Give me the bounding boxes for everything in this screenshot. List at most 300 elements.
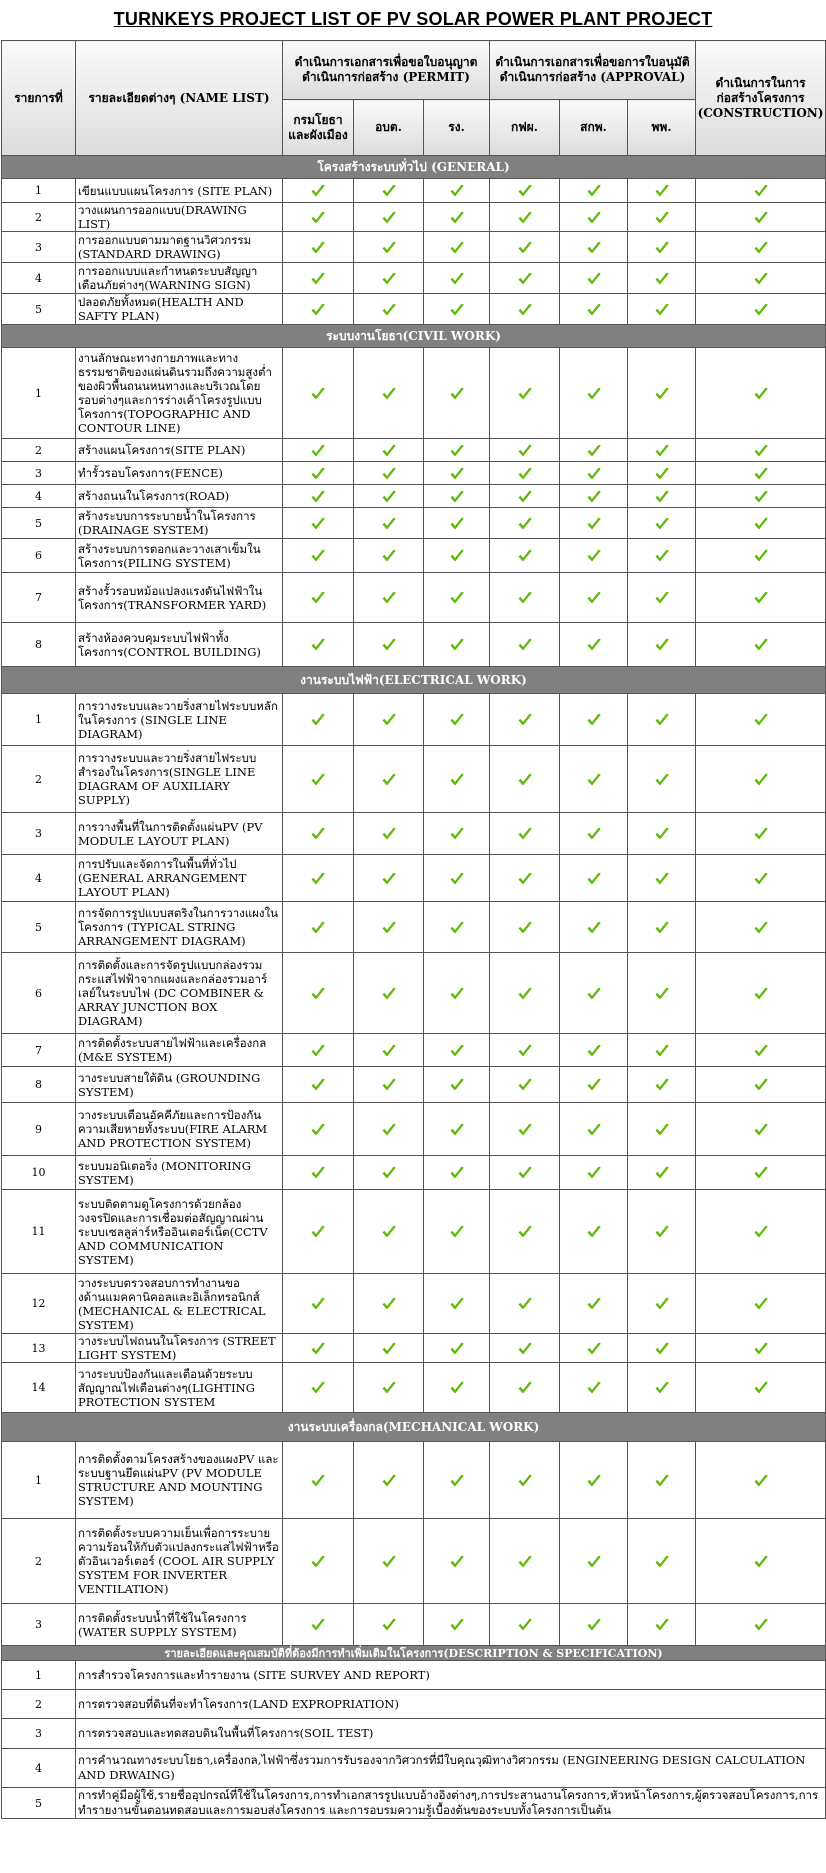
green-checkmark-icon <box>449 443 465 457</box>
check-cell <box>490 462 560 485</box>
table-row <box>2 263 826 294</box>
item-name: ปลอดภัยทั้งหมด(HEALTH AND SAFTY PLAN) <box>76 294 283 325</box>
check-cell <box>628 508 696 539</box>
check-cell <box>490 573 560 623</box>
green-checkmark-icon <box>449 302 465 316</box>
green-checkmark-icon <box>753 590 769 604</box>
check-cell <box>696 1067 826 1103</box>
green-checkmark-icon <box>381 1077 397 1091</box>
check-cell <box>354 1103 424 1156</box>
item-number: 2 <box>2 1519 76 1604</box>
header-name-list: รายละเอียดต่างๆ (NAME LIST) <box>76 41 283 156</box>
check-cell <box>283 539 354 573</box>
green-checkmark-icon <box>517 871 533 885</box>
check-cell <box>628 855 696 902</box>
green-checkmark-icon <box>310 516 326 530</box>
check-cell <box>283 746 354 813</box>
check-cell <box>424 1363 490 1413</box>
green-checkmark-icon <box>449 1617 465 1631</box>
item-number: 6 <box>2 539 76 573</box>
header-approval-col: สกพ. <box>560 100 628 156</box>
item-name: วางระบบตรวจสอบการทำงานของด้านแมคคานิคอลและอิเล็กทรอนิกส์ (MECHANICAL & ELECTRICAL SYSTEM) <box>76 1274 283 1334</box>
check-cell <box>560 623 628 667</box>
description-text: การทำคู่มือผู้ใช้,รายชื่ออุปกรณ์ที่ใช้ในโครงการ,การทำเอกสารรูปแบบอ้างอิงต่างๆ,การประสานงานโครงการ,หัวหน้าโครงการ,ผู้ตรวจสอบโครงการ,การทำรายงานขั้นตอนทดสอบและการมอบส่งโครงการ และการอบรมความรู้เบื้องต้นของระบบทั้งโครงการเป็นต้น <box>76 1788 826 1819</box>
check-cell <box>696 203 826 232</box>
green-checkmark-icon <box>449 548 465 562</box>
check-cell <box>424 485 490 508</box>
green-checkmark-icon <box>449 590 465 604</box>
description-row <box>2 1661 826 1690</box>
check-cell <box>354 179 424 203</box>
item-number: 4 <box>2 485 76 508</box>
check-cell <box>696 1442 826 1519</box>
green-checkmark-icon <box>517 1122 533 1136</box>
green-checkmark-icon <box>517 1077 533 1091</box>
section-band <box>2 325 826 348</box>
green-checkmark-icon <box>381 590 397 604</box>
check-cell <box>560 694 628 746</box>
green-checkmark-icon <box>310 986 326 1000</box>
green-checkmark-icon <box>381 548 397 562</box>
check-cell <box>696 1604 826 1646</box>
green-checkmark-icon <box>753 548 769 562</box>
green-checkmark-icon <box>310 1077 326 1091</box>
green-checkmark-icon <box>753 712 769 726</box>
item-name: เขียนแบบแผนโครงการ (SITE PLAN) <box>76 179 283 203</box>
green-checkmark-icon <box>310 489 326 503</box>
green-checkmark-icon <box>753 183 769 197</box>
item-number: 9 <box>2 1103 76 1156</box>
green-checkmark-icon <box>753 1224 769 1238</box>
check-cell <box>560 1274 628 1334</box>
green-checkmark-icon <box>517 302 533 316</box>
green-checkmark-icon <box>586 871 602 885</box>
green-checkmark-icon <box>753 1554 769 1568</box>
green-checkmark-icon <box>310 1165 326 1179</box>
header-permit-group: ดำเนินการเอกสารเพื่อขอใบอนุญาตดำเนินการก่อสร้าง (PERMIT) <box>283 41 490 100</box>
green-checkmark-icon <box>381 386 397 400</box>
green-checkmark-icon <box>517 1473 533 1487</box>
check-cell <box>424 694 490 746</box>
check-cell <box>628 573 696 623</box>
green-checkmark-icon <box>654 920 670 934</box>
check-cell <box>424 902 490 953</box>
check-cell <box>696 813 826 855</box>
green-checkmark-icon <box>517 712 533 726</box>
check-cell <box>560 439 628 462</box>
green-checkmark-icon <box>381 986 397 1000</box>
item-name: ระบบติดตามดูโครงการด้วยกล้องวงจรปิดและการเชื่อมต่อสัญญาณผ่านระบบเซลลูล่าร์หรืออินเตอร์เน็ต(CCTV AND COMMUNICATION SYSTEM) <box>76 1190 283 1274</box>
green-checkmark-icon <box>586 302 602 316</box>
check-cell <box>354 902 424 953</box>
check-cell <box>560 462 628 485</box>
green-checkmark-icon <box>310 590 326 604</box>
item-name: การติดตั้งระบบสายไฟฟ้าและเครื่องกล (M&E SYSTEM) <box>76 1034 283 1067</box>
check-cell <box>424 573 490 623</box>
green-checkmark-icon <box>449 1224 465 1238</box>
item-name: การติดตั้งระบบความเย็นเพื่อการระบายความร้อนให้กับตัวแปลงกระแสไฟฟ้าหรือตัวอินเวอร์เตอร์ (COOL AIR SUPPLY SYSTEM FOR INVERTER VENTILATION) <box>76 1519 283 1604</box>
green-checkmark-icon <box>517 637 533 651</box>
header-approval-group: ดำเนินการเอกสารเพื่อขอการใบอนุมัติดำเนินการก่อสร้าง (APPROVAL) <box>490 41 696 100</box>
green-checkmark-icon <box>517 826 533 840</box>
item-number: 10 <box>2 1156 76 1190</box>
section-title: ระบบงานโยธา(CIVIL WORK) <box>2 325 826 348</box>
green-checkmark-icon <box>310 1341 326 1355</box>
check-cell <box>424 462 490 485</box>
green-checkmark-icon <box>381 183 397 197</box>
green-checkmark-icon <box>654 183 670 197</box>
check-cell <box>354 508 424 539</box>
green-checkmark-icon <box>586 386 602 400</box>
green-checkmark-icon <box>381 1224 397 1238</box>
header-permit-col: รง. <box>424 100 490 156</box>
check-cell <box>696 1334 826 1363</box>
check-cell <box>283 1604 354 1646</box>
check-cell <box>560 573 628 623</box>
item-number: 7 <box>2 573 76 623</box>
green-checkmark-icon <box>381 712 397 726</box>
description-number: 3 <box>2 1719 76 1749</box>
check-cell <box>424 623 490 667</box>
check-cell <box>696 1274 826 1334</box>
section-title: งานระบบไฟฟ้า(ELECTRICAL WORK) <box>2 667 826 694</box>
check-cell <box>628 1103 696 1156</box>
green-checkmark-icon <box>586 183 602 197</box>
green-checkmark-icon <box>449 271 465 285</box>
table-row <box>2 539 826 573</box>
green-checkmark-icon <box>517 240 533 254</box>
green-checkmark-icon <box>753 210 769 224</box>
item-name: การติดตั้งตามโครงสร้างของแผงPV และระบบฐานยึดแผ่นPV (PV MODULE STRUCTURE AND MOUNTING SYSTEM) <box>76 1442 283 1519</box>
green-checkmark-icon <box>310 240 326 254</box>
green-checkmark-icon <box>310 271 326 285</box>
green-checkmark-icon <box>753 240 769 254</box>
description-number: 5 <box>2 1788 76 1819</box>
green-checkmark-icon <box>586 1380 602 1394</box>
table-row <box>2 1103 826 1156</box>
green-checkmark-icon <box>381 1554 397 1568</box>
check-cell <box>354 746 424 813</box>
item-name: สร้างถนนในโครงการ(ROAD) <box>76 485 283 508</box>
green-checkmark-icon <box>381 489 397 503</box>
check-cell <box>560 485 628 508</box>
check-cell <box>424 855 490 902</box>
green-checkmark-icon <box>586 443 602 457</box>
green-checkmark-icon <box>310 1617 326 1631</box>
green-checkmark-icon <box>517 1617 533 1631</box>
table-row <box>2 813 826 855</box>
check-cell <box>354 694 424 746</box>
green-checkmark-icon <box>517 1341 533 1355</box>
check-cell <box>560 1156 628 1190</box>
check-cell <box>628 439 696 462</box>
table-row <box>2 232 826 263</box>
check-cell <box>424 1103 490 1156</box>
check-cell <box>283 623 354 667</box>
check-cell <box>424 294 490 325</box>
green-checkmark-icon <box>753 386 769 400</box>
check-cell <box>283 902 354 953</box>
green-checkmark-icon <box>753 772 769 786</box>
check-cell <box>696 1519 826 1604</box>
green-checkmark-icon <box>586 1296 602 1310</box>
item-number: 6 <box>2 953 76 1034</box>
check-cell <box>560 855 628 902</box>
check-cell <box>560 902 628 953</box>
check-cell <box>490 439 560 462</box>
item-number: 3 <box>2 232 76 263</box>
check-cell <box>628 902 696 953</box>
green-checkmark-icon <box>586 920 602 934</box>
green-checkmark-icon <box>449 183 465 197</box>
check-cell <box>490 1442 560 1519</box>
green-checkmark-icon <box>449 637 465 651</box>
check-cell <box>490 539 560 573</box>
green-checkmark-icon <box>753 1077 769 1091</box>
green-checkmark-icon <box>449 920 465 934</box>
check-cell <box>283 813 354 855</box>
item-number: 3 <box>2 813 76 855</box>
green-checkmark-icon <box>381 920 397 934</box>
green-checkmark-icon <box>310 920 326 934</box>
check-cell <box>354 813 424 855</box>
green-checkmark-icon <box>586 1341 602 1355</box>
item-name: สร้างห้องควบคุมระบบไฟฟ้าทั้งโครงการ(CONTROL BUILDING) <box>76 623 283 667</box>
green-checkmark-icon <box>310 871 326 885</box>
check-cell <box>354 855 424 902</box>
check-cell <box>628 179 696 203</box>
table-row <box>2 1274 826 1334</box>
description-text: การตรวจสอบและทดสอบดินในพื้นที่โครงการ(SOIL TEST) <box>76 1719 826 1749</box>
item-number: 12 <box>2 1274 76 1334</box>
item-number: 4 <box>2 263 76 294</box>
green-checkmark-icon <box>310 1554 326 1568</box>
table-row <box>2 902 826 953</box>
green-checkmark-icon <box>517 489 533 503</box>
check-cell <box>424 539 490 573</box>
green-checkmark-icon <box>310 1043 326 1057</box>
green-checkmark-icon <box>586 1165 602 1179</box>
green-checkmark-icon <box>381 210 397 224</box>
table-row <box>2 348 826 439</box>
green-checkmark-icon <box>753 826 769 840</box>
green-checkmark-icon <box>753 1043 769 1057</box>
check-cell <box>490 294 560 325</box>
check-cell <box>628 485 696 508</box>
check-cell <box>424 1190 490 1274</box>
green-checkmark-icon <box>654 548 670 562</box>
check-cell <box>354 294 424 325</box>
check-cell <box>696 1034 826 1067</box>
green-checkmark-icon <box>753 466 769 480</box>
check-cell <box>283 232 354 263</box>
check-cell <box>490 694 560 746</box>
green-checkmark-icon <box>586 986 602 1000</box>
check-cell <box>354 485 424 508</box>
green-checkmark-icon <box>310 443 326 457</box>
check-cell <box>490 179 560 203</box>
check-cell <box>424 1156 490 1190</box>
check-cell <box>696 539 826 573</box>
green-checkmark-icon <box>310 548 326 562</box>
table-row <box>2 1067 826 1103</box>
table-row <box>2 1034 826 1067</box>
green-checkmark-icon <box>517 183 533 197</box>
item-name: วางระบบป้องกันและเตือนด้วยระบบสัญญาณไฟเตือนต่างๆ(LIGHTING PROTECTION SYSTEM <box>76 1363 283 1413</box>
header-construction: ดำเนินการในการก่อสร้างโครงการ (CONSTRUCTION) <box>696 41 826 156</box>
green-checkmark-icon <box>586 1617 602 1631</box>
check-cell <box>628 1067 696 1103</box>
green-checkmark-icon <box>381 1617 397 1631</box>
item-number: 2 <box>2 439 76 462</box>
green-checkmark-icon <box>449 1554 465 1568</box>
check-cell <box>560 1103 628 1156</box>
check-cell <box>283 953 354 1034</box>
section-title: งานระบบเครื่องกล(MECHANICAL WORK) <box>2 1413 826 1442</box>
green-checkmark-icon <box>654 1341 670 1355</box>
check-cell <box>354 623 424 667</box>
check-cell <box>424 1604 490 1646</box>
description-row <box>2 1719 826 1749</box>
check-cell <box>354 1519 424 1604</box>
check-cell <box>490 1519 560 1604</box>
check-cell <box>490 1190 560 1274</box>
item-name: การวางระบบและวายริ่งสายไฟระบบสำรองในโครงการ(SINGLE LINE DIAGRAM OF AUXILIARY SUPPLY) <box>76 746 283 813</box>
check-cell <box>354 1442 424 1519</box>
check-cell <box>354 348 424 439</box>
check-cell <box>628 1274 696 1334</box>
green-checkmark-icon <box>753 986 769 1000</box>
green-checkmark-icon <box>517 920 533 934</box>
green-checkmark-icon <box>654 1043 670 1057</box>
table-row <box>2 573 826 623</box>
check-cell <box>696 902 826 953</box>
green-checkmark-icon <box>449 871 465 885</box>
check-cell <box>628 1519 696 1604</box>
check-cell <box>424 953 490 1034</box>
check-cell <box>283 179 354 203</box>
green-checkmark-icon <box>753 1380 769 1394</box>
check-cell <box>490 1604 560 1646</box>
item-number: 2 <box>2 746 76 813</box>
description-text: การคำนวณทางระบบโยธา,เครื่องกล,ไฟฟ้าซึ่งรวมการรับรองจากวิศวกรที่มีใบคุณวุฒิทางวิศวกรรม (ENGINEERING DESIGN CALCULATION AND DRWAING) <box>76 1749 826 1788</box>
check-cell <box>283 485 354 508</box>
check-cell <box>628 539 696 573</box>
check-cell <box>283 1034 354 1067</box>
header-approval-col: กฟผ. <box>490 100 560 156</box>
table-row <box>2 1156 826 1190</box>
check-cell <box>283 1274 354 1334</box>
green-checkmark-icon <box>586 772 602 786</box>
check-cell <box>490 1156 560 1190</box>
green-checkmark-icon <box>310 386 326 400</box>
green-checkmark-icon <box>381 1380 397 1394</box>
green-checkmark-icon <box>654 1380 670 1394</box>
green-checkmark-icon <box>586 489 602 503</box>
check-cell <box>283 508 354 539</box>
green-checkmark-icon <box>654 1122 670 1136</box>
item-name: การออกแบบตามมาตฐานวิศวกรรม (STANDARD DRAWING) <box>76 232 283 263</box>
section-band <box>2 1413 826 1442</box>
check-cell <box>424 179 490 203</box>
table-row <box>2 953 826 1034</box>
item-number: 5 <box>2 902 76 953</box>
green-checkmark-icon <box>654 466 670 480</box>
check-cell <box>424 232 490 263</box>
item-number: 13 <box>2 1334 76 1363</box>
green-checkmark-icon <box>449 1296 465 1310</box>
check-cell <box>490 263 560 294</box>
green-checkmark-icon <box>310 772 326 786</box>
green-checkmark-icon <box>586 516 602 530</box>
green-checkmark-icon <box>654 210 670 224</box>
table-row <box>2 1442 826 1519</box>
green-checkmark-icon <box>517 1554 533 1568</box>
green-checkmark-icon <box>381 302 397 316</box>
green-checkmark-icon <box>654 1554 670 1568</box>
check-cell <box>696 263 826 294</box>
description-number: 2 <box>2 1690 76 1719</box>
check-cell <box>560 746 628 813</box>
green-checkmark-icon <box>654 772 670 786</box>
check-cell <box>354 1190 424 1274</box>
check-cell <box>490 232 560 263</box>
check-cell <box>696 953 826 1034</box>
green-checkmark-icon <box>517 386 533 400</box>
green-checkmark-icon <box>586 637 602 651</box>
green-checkmark-icon <box>381 1296 397 1310</box>
green-checkmark-icon <box>753 871 769 885</box>
check-cell <box>560 294 628 325</box>
green-checkmark-icon <box>381 271 397 285</box>
green-checkmark-icon <box>381 1473 397 1487</box>
item-name: วางระบบเตือนอัคคีภัยและการป้องกันความเสียหายทั้งระบบ(FIRE ALARM AND PROTECTION SYSTEM) <box>76 1103 283 1156</box>
item-name: การวางระบบและวายริ่งสายไฟระบบหลักในโครงการ (SINGLE LINE DIAGRAM) <box>76 694 283 746</box>
green-checkmark-icon <box>381 1043 397 1057</box>
check-cell <box>560 1604 628 1646</box>
item-name: วางระบบไฟถนนในโครงการ (STREET LIGHT SYSTEM) <box>76 1334 283 1363</box>
check-cell <box>696 623 826 667</box>
green-checkmark-icon <box>449 466 465 480</box>
check-cell <box>424 263 490 294</box>
check-cell <box>628 746 696 813</box>
green-checkmark-icon <box>586 1473 602 1487</box>
check-cell <box>283 203 354 232</box>
item-name: วางแผนการออกแบบ(DRAWING LIST) <box>76 203 283 232</box>
green-checkmark-icon <box>449 1473 465 1487</box>
check-cell <box>354 1156 424 1190</box>
green-checkmark-icon <box>654 386 670 400</box>
check-cell <box>696 485 826 508</box>
check-cell <box>354 1067 424 1103</box>
table-row <box>2 508 826 539</box>
check-cell <box>628 203 696 232</box>
check-cell <box>283 1363 354 1413</box>
description-text: การตรวจสอบที่ดินที่จะทำโครงการ(LAND EXPROPRIATION) <box>76 1690 826 1719</box>
check-cell <box>354 439 424 462</box>
check-cell <box>354 573 424 623</box>
check-cell <box>560 1519 628 1604</box>
item-number: 1 <box>2 694 76 746</box>
check-cell <box>490 902 560 953</box>
item-number: 4 <box>2 855 76 902</box>
check-cell <box>424 1519 490 1604</box>
green-checkmark-icon <box>449 1043 465 1057</box>
green-checkmark-icon <box>517 1224 533 1238</box>
green-checkmark-icon <box>586 548 602 562</box>
green-checkmark-icon <box>310 1122 326 1136</box>
check-cell <box>560 1334 628 1363</box>
